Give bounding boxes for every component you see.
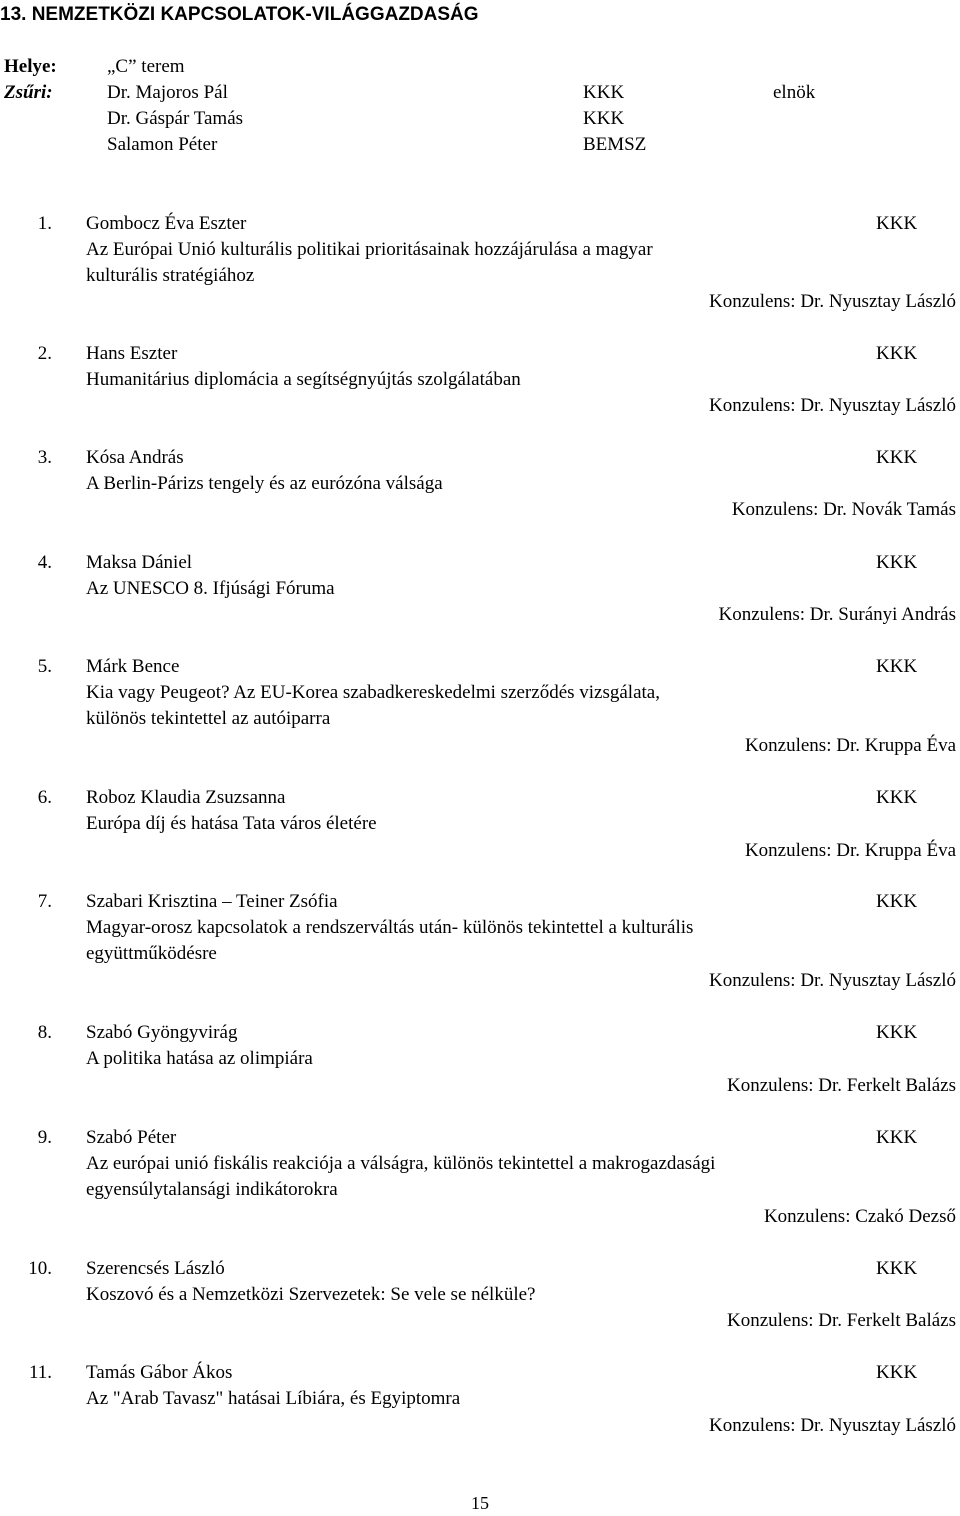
entry-org: KKK xyxy=(876,1127,918,1148)
entry-title-line: Európa díj és hatása Tata város életére xyxy=(86,813,377,834)
entry-title-line: A politika hatása az olimpiára xyxy=(86,1048,313,1069)
entry-author: Kósa András xyxy=(86,447,184,468)
entry-title-line: A Berlin-Párizs tengely és az eurózóna válsága xyxy=(86,473,443,494)
entry-consultant: Konzulens: Dr. Nyusztay László xyxy=(709,970,956,991)
entry-consultant: Konzulens: Dr. Ferkelt Balázs xyxy=(726,1075,956,1096)
entry-author: Szerencsés László xyxy=(86,1258,225,1279)
entry-author: Szabari Krisztina – Teiner Zsófia xyxy=(86,891,338,912)
jury-member-org: BEMSZ xyxy=(583,134,647,155)
entry-consultant: Konzulens: Dr. Novák Tamás xyxy=(731,499,956,520)
jury-member-org: KKK xyxy=(583,108,625,129)
entry-number: 11. xyxy=(28,1362,52,1383)
entry-number: 10. xyxy=(28,1258,52,1279)
location-label: Helye: xyxy=(4,56,57,77)
entry-number: 1. xyxy=(37,213,52,234)
entry-number: 9. xyxy=(37,1127,52,1148)
entry-org: KKK xyxy=(876,1362,918,1383)
entry-author: Maksa Dániel xyxy=(86,552,193,573)
entry-number: 8. xyxy=(37,1022,52,1043)
entry-author: Gombocz Éva Eszter xyxy=(86,213,247,234)
entry-author: Szabó Gyöngyvirág xyxy=(86,1022,238,1043)
entry-title-line: Az "Arab Tavasz" hatásai Líbiára, és Egyiptomra xyxy=(86,1388,461,1409)
entry-org: KKK xyxy=(876,343,918,364)
jury-label: Zsűri: xyxy=(4,82,53,103)
entry-number: 4. xyxy=(37,552,52,573)
jury-member-role: elnök xyxy=(773,82,816,103)
entry-title-line: Kia vagy Peugeot? Az EU-Korea szabadkereskedelmi szerződés vizsgálata, xyxy=(86,682,660,703)
entry-consultant: Konzulens: Dr. Kruppa Éva xyxy=(744,735,956,756)
entry-consultant: Konzulens: Dr. Surányi András xyxy=(718,604,956,625)
jury-member-name: Salamon Péter xyxy=(107,134,218,155)
entry-number: 6. xyxy=(37,787,52,808)
entry-consultant: Konzulens: Czakó Dezső xyxy=(763,1206,956,1227)
section-heading: 13. NEMZETKÖZI KAPCSOLATOK-VILÁGGAZDASÁG xyxy=(0,4,479,25)
entry-title-line: Az Európai Unió kulturális politikai prioritásainak hozzájárulása a magyar xyxy=(86,239,653,260)
entry-org: KKK xyxy=(876,787,918,808)
entry-org: KKK xyxy=(876,1258,918,1279)
entry-title-line: Koszovó és a Nemzetközi Szervezetek: Se vele se nélküle? xyxy=(86,1284,536,1305)
entry-number: 2. xyxy=(37,343,52,364)
entry-consultant: Konzulens: Dr. Nyusztay László xyxy=(709,291,956,312)
entry-title-line: együttműködésre xyxy=(86,943,217,964)
entry-author: Tamás Gábor Ákos xyxy=(86,1362,233,1383)
entry-consultant: Konzulens: Dr. Nyusztay László xyxy=(709,1415,956,1436)
entry-org: KKK xyxy=(876,447,918,468)
entry-consultant: Konzulens: Dr. Nyusztay László xyxy=(709,395,956,416)
entry-org: KKK xyxy=(876,1022,918,1043)
entry-number: 7. xyxy=(37,891,52,912)
entry-consultant: Konzulens: Dr. Kruppa Éva xyxy=(744,840,956,861)
jury-member-name: Dr. Gáspár Tamás xyxy=(107,108,244,129)
jury-member-name: Dr. Majoros Pál xyxy=(107,82,228,103)
entry-author: Roboz Klaudia Zsuzsanna xyxy=(86,787,286,808)
entry-consultant: Konzulens: Dr. Ferkelt Balázs xyxy=(726,1310,956,1331)
entry-title-line: kulturális stratégiához xyxy=(86,265,255,286)
jury-member-org: KKK xyxy=(583,82,625,103)
entry-title-line: Magyar-orosz kapcsolatok a rendszerváltás után- különös tekintettel a kulturális xyxy=(86,917,694,938)
entry-org: KKK xyxy=(876,213,918,234)
entry-author: Hans Eszter xyxy=(86,343,178,364)
entry-org: KKK xyxy=(876,891,918,912)
entry-number: 3. xyxy=(37,447,52,468)
entry-title-line: Humanitárius diplomácia a segítségnyújtás szolgálatában xyxy=(86,369,521,390)
entry-author: Szabó Péter xyxy=(86,1127,177,1148)
entry-title-line: egyensúlytalansági indikátorokra xyxy=(86,1179,338,1200)
entry-title-line: Az európai unió fiskális reakciója a válságra, különös tekintettel a makrogazdasági xyxy=(86,1153,716,1174)
entry-org: KKK xyxy=(876,552,918,573)
entry-title-line: különös tekintettel az autóiparra xyxy=(86,708,331,729)
page-number: 15 xyxy=(471,1493,489,1513)
entry-number: 5. xyxy=(37,656,52,677)
location-value: „C” terem xyxy=(107,56,185,77)
entry-org: KKK xyxy=(876,656,918,677)
entry-title-line: Az UNESCO 8. Ifjúsági Fóruma xyxy=(86,578,335,599)
entry-author: Márk Bence xyxy=(86,656,180,677)
